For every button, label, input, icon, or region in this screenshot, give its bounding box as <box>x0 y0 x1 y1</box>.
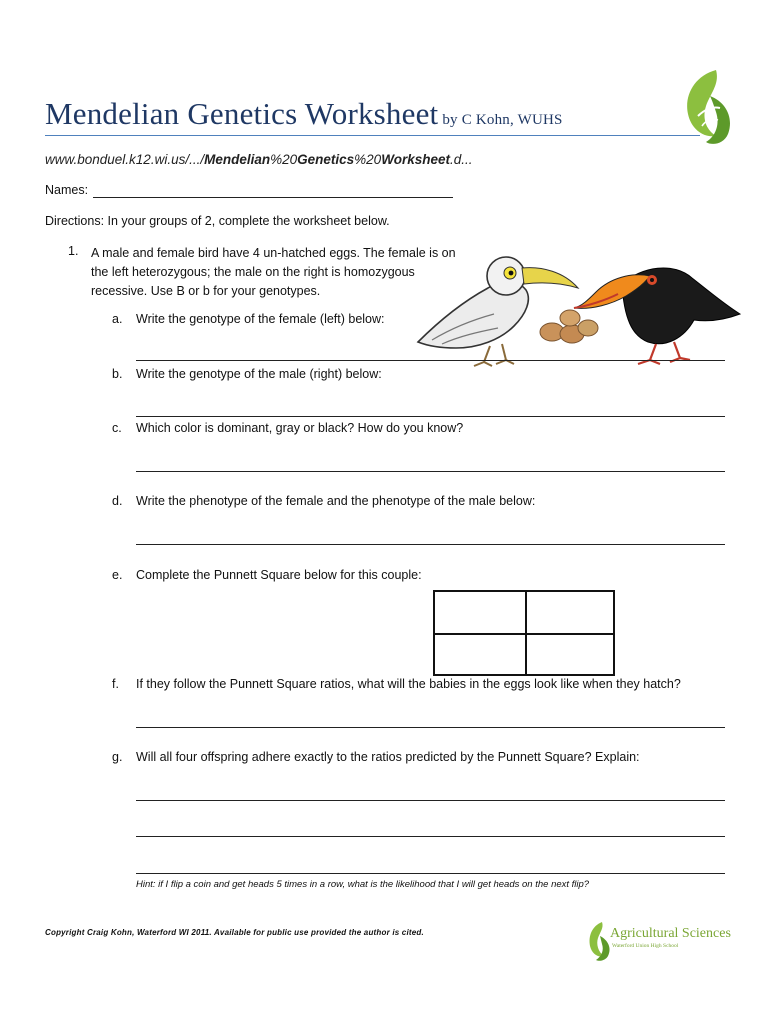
answer-line-g-2[interactable] <box>136 836 725 837</box>
sub-letter-c: c. <box>112 421 122 435</box>
sub-question-e: Complete the Punnett Square below for this couple: <box>136 568 422 582</box>
answer-line-d[interactable] <box>136 544 725 545</box>
sub-question-g: Will all four offspring adhere exactly to the ratios predicted by the Punnett Square? Explain: <box>136 750 640 764</box>
sub-letter-f: f. <box>112 677 119 691</box>
answer-line-g-1[interactable] <box>136 800 725 801</box>
title-text: Mendelian Genetics Worksheet <box>45 96 439 131</box>
answer-line-b[interactable] <box>136 416 725 417</box>
answer-line-f[interactable] <box>136 727 725 728</box>
sub-letter-a: a. <box>112 312 123 326</box>
answer-line-c[interactable] <box>136 471 725 472</box>
gray-bird-icon <box>418 257 578 366</box>
sub-letter-e: e. <box>112 568 123 582</box>
page-title <box>45 96 563 132</box>
sub-question-f: If they follow the Punnett Square ratios, what will the babies in the eggs look like when they hatch? <box>136 677 681 691</box>
agricultural-sciences-name: Agricultural Sciences <box>610 926 731 941</box>
sub-question-c: Which color is dominant, gray or black? How do you know? <box>136 421 464 435</box>
directions: Directions: In your groups of 2, complete the worksheet below. <box>45 214 390 228</box>
birds-illustration <box>412 248 748 374</box>
answer-line-g-3[interactable] <box>136 873 725 874</box>
byline: by C Kohn, WUHS <box>442 112 563 128</box>
names-field[interactable] <box>93 197 453 198</box>
title-rule <box>45 135 700 136</box>
leaf-logo-icon <box>676 66 738 148</box>
hint-text: Hint: if I flip a coin and get heads 5 times in a row, what is the likelihood that I will get heads on the next flip? <box>136 879 590 890</box>
question-text: A male and female bird have 4 un-hatched eggs. The female is on the left heterozygous; the male on the right is homozygous recessive. Use B or b for your genotypes. <box>91 246 456 298</box>
sub-question-b: Write the genotype of the male (right) below: <box>136 367 382 381</box>
answer-line-a[interactable] <box>136 360 725 361</box>
black-bird-icon <box>574 268 740 364</box>
question-number: 1. <box>68 244 79 258</box>
agricultural-sciences-subtitle: Waterford Union High School <box>612 943 679 949</box>
punnett-divider-horizontal <box>435 633 613 635</box>
punnett-square[interactable] <box>433 590 615 676</box>
eggs-icon <box>540 310 598 343</box>
names-label: Names: <box>45 183 89 197</box>
source-url: www.bonduel.k12.wi.us/.../Mendelian%20Genetics%20Worksheet.d... <box>45 152 473 167</box>
sub-letter-d: d. <box>112 494 123 508</box>
sub-question-d: Write the phenotype of the female and the phenotype of the male below: <box>136 494 536 508</box>
agricultural-sciences-logo-icon <box>586 920 612 962</box>
sub-question-a: Write the genotype of the female (left) below: <box>136 312 385 326</box>
sub-letter-g: g. <box>112 750 123 764</box>
copyright-notice: Copyright Craig Kohn, Waterford WI 2011. Available for public use provided the author is cited. <box>45 928 424 937</box>
sub-letter-b: b. <box>112 367 123 381</box>
